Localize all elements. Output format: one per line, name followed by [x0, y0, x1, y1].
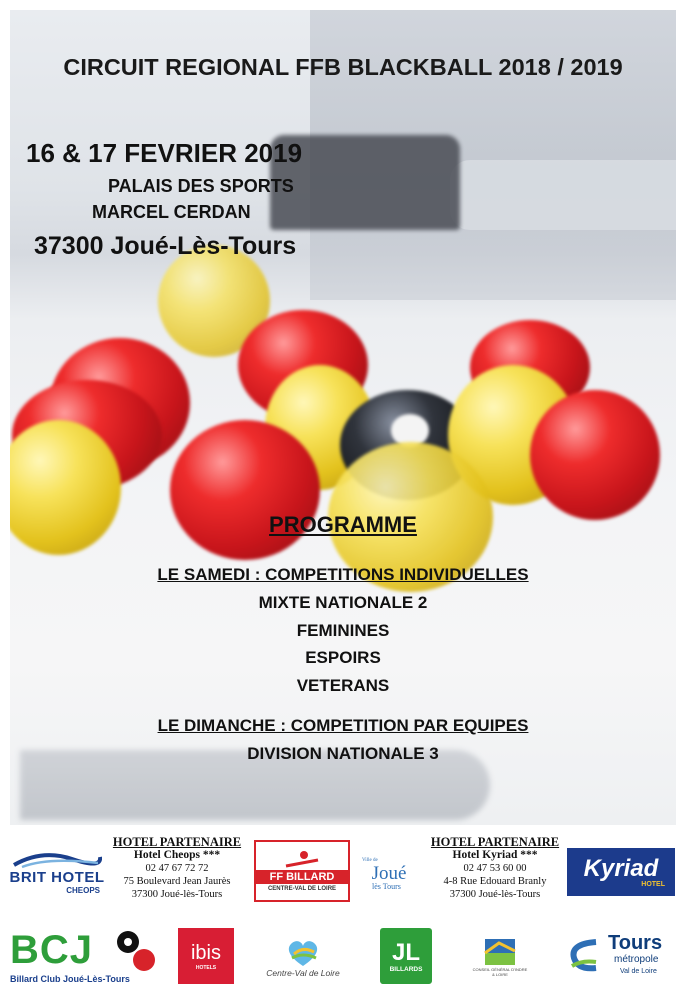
- saturday-item: ESPOIRS: [305, 648, 381, 667]
- saturday-item: MIXTE NATIONALE 2: [258, 593, 428, 612]
- joue-les-tours-logo: [362, 852, 416, 896]
- saturday-item: FEMININES: [296, 621, 390, 640]
- sunday-heading: LE DIMANCHE : COMPETITION PAR EQUIPES: [157, 716, 529, 735]
- hotel-heading: HOTEL PARTENAIRE: [430, 835, 560, 849]
- swirl-icon: [566, 936, 602, 976]
- tours-sub: métropole: [614, 954, 659, 965]
- brit-hotel-sub: CHEOPS: [66, 886, 100, 895]
- emblem-icon: [483, 937, 517, 967]
- tours-metropole-logo: [566, 930, 678, 982]
- kyriad-sub: HOTEL: [641, 880, 665, 888]
- hotel-phone: 02 47 53 60 00: [463, 863, 527, 874]
- programme-heading: PROGRAMME: [269, 512, 417, 537]
- venue-line-2: MARCEL CERDAN: [92, 202, 251, 222]
- kyriad-name: Kyriad: [583, 854, 659, 882]
- brit-hotel-name: BRIT HOTEL: [9, 869, 105, 886]
- poster-title: CIRCUIT REGIONAL FFB BLACKBALL 2018 / 2019: [63, 54, 623, 80]
- hotel-heading: HOTEL PARTENAIRE: [112, 835, 242, 849]
- joue-sub: lès Tours: [372, 882, 401, 891]
- hotel-address: 75 Boulevard Jean Jaurès: [123, 876, 231, 887]
- cvl-name: Centre-Val de Loire: [266, 968, 340, 978]
- red-ball: [530, 390, 660, 520]
- tours-name: Tours: [608, 932, 663, 954]
- cd37-sub: CONSEIL GÉNÉRAL D'INDRE & LOIRE: [472, 967, 528, 977]
- ffb-name: FF BILLARD: [256, 870, 348, 884]
- hotel-address: 4-8 Rue Edouard Branly: [443, 876, 547, 887]
- heart-icon: [284, 938, 322, 968]
- event-city: 37300 Joué-Lès-Tours: [34, 232, 297, 260]
- sunday-item: DIVISION NATIONALE 3: [247, 744, 439, 763]
- player-icon: [282, 850, 322, 870]
- jl-billards-logo: [380, 928, 432, 984]
- joue-name: Joué: [371, 863, 407, 884]
- tours-sub2: Val de Loire: [620, 968, 657, 975]
- brit-hotel-logo: [8, 846, 106, 900]
- conseil-general-logo: [470, 930, 530, 984]
- billiard-balls-icon: [116, 928, 158, 972]
- hotel-partner-cheops: [110, 836, 244, 901]
- hotel-name: Hotel Cheops ***: [133, 849, 221, 861]
- ibis-name: ibis: [190, 941, 221, 964]
- hotel-city: 37300 Joué-lès-Tours: [131, 889, 223, 900]
- ff-billard-logo: [254, 840, 350, 902]
- bcj-name: BCJ: [10, 928, 94, 972]
- ibis-sub: HOTELS: [195, 964, 217, 971]
- jl-name: JL: [391, 938, 420, 966]
- partners-footer: [0, 826, 686, 1000]
- hotel-partner-kyriad: [426, 836, 564, 901]
- jl-sub: BILLARDS: [389, 965, 423, 973]
- hotel-phone: 02 47 67 72 72: [145, 863, 209, 874]
- hotel-name: Hotel Kyriad ***: [452, 849, 538, 861]
- event-date: 16 & 17 FEVRIER 2019: [26, 138, 303, 168]
- bcj-logo: [10, 926, 158, 988]
- joue-small: Ville de: [362, 858, 378, 863]
- ibis-logo: [178, 928, 234, 984]
- wave-icon: [12, 851, 102, 869]
- table-cushion: [450, 160, 676, 230]
- hotel-city: 37300 Joué-lès-Tours: [449, 889, 541, 900]
- ffb-sub: CENTRE-VAL DE LOIRE: [267, 886, 337, 892]
- bcj-sub: Billard Club Joué-Lès-Tours: [10, 974, 130, 984]
- venue-line-1: PALAIS DES SPORTS: [108, 176, 294, 196]
- red-ball: [170, 420, 320, 560]
- centre-val-de-loire-logo: [262, 930, 344, 986]
- saturday-heading: LE SAMEDI : COMPETITIONS INDIVIDUELLES: [157, 565, 529, 584]
- kyriad-logo: [567, 848, 675, 896]
- saturday-item: VETERANS: [296, 676, 390, 695]
- billiard-photo: [10, 10, 676, 825]
